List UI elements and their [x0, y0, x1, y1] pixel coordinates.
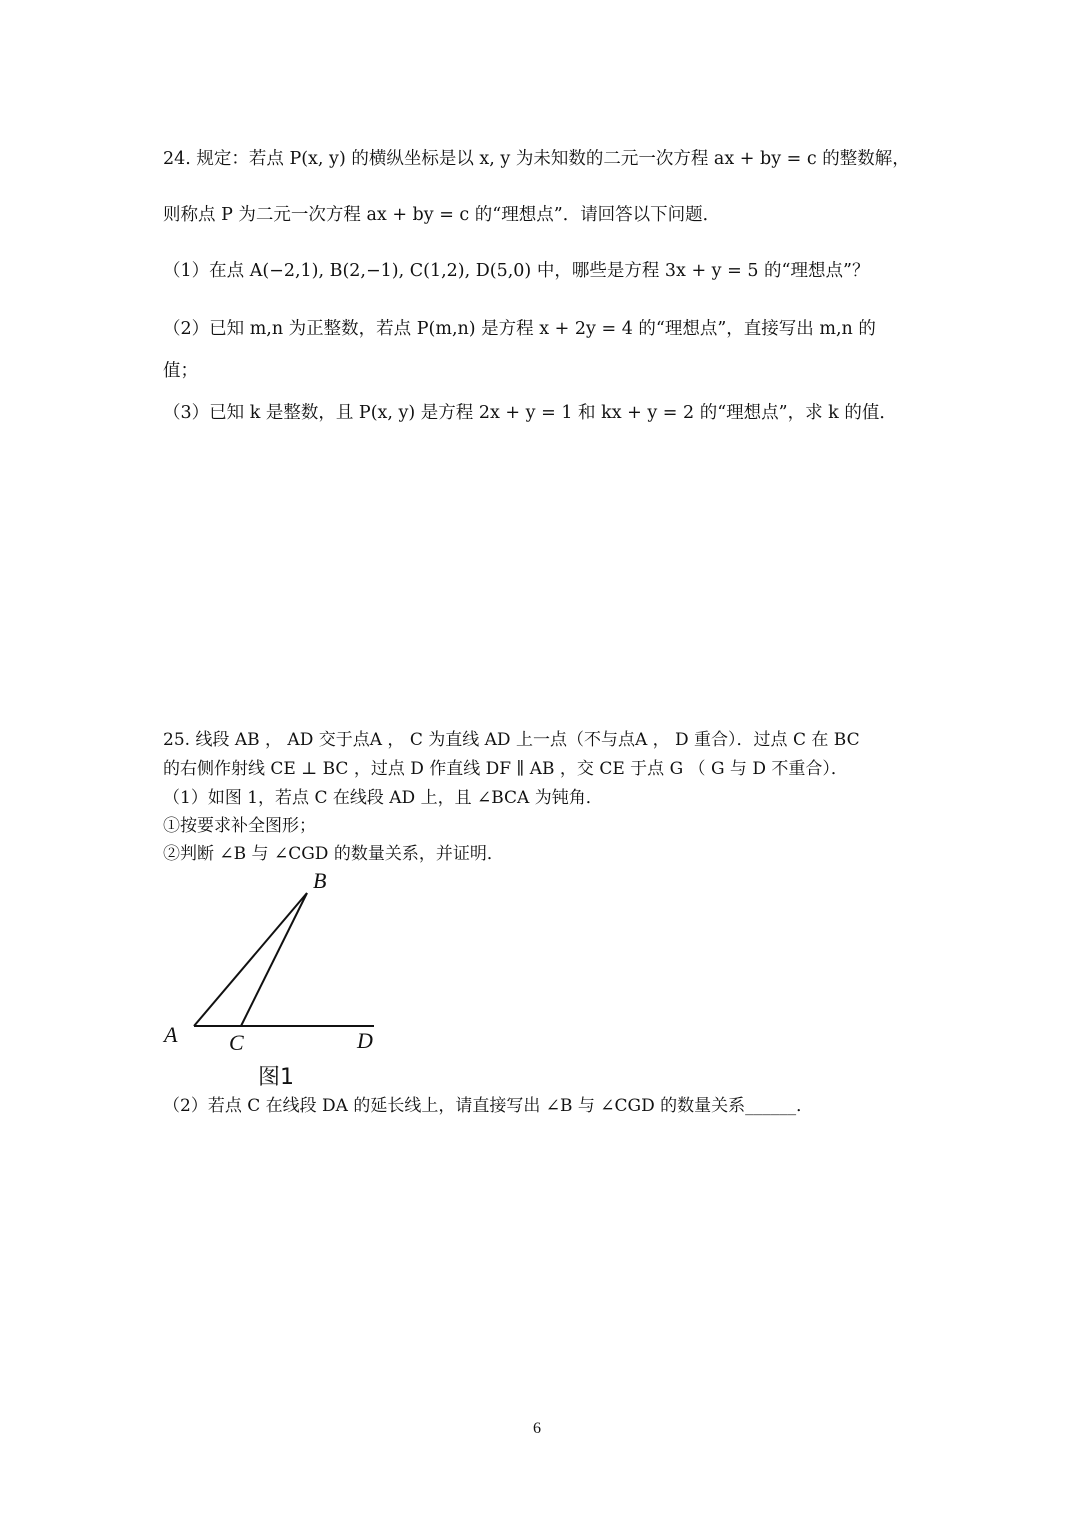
q25-line-1: 25. 线段 AB ， AD 交于点A ， C 为直线 AD 上一点（不与点A ， D 重合）．过点 C 在 BC [163, 730, 860, 750]
page-number: 6 [533, 1420, 541, 1437]
q25-line-2: 的右侧作射线 CE ⊥ BC ，过点 D 作直线 DF ∥ AB ，交 CE 于点 G （ G 与 D 不重合）． [163, 759, 848, 779]
q24-line-2: 则称点 P 为二元一次方程 ax + by = c 的“理想点”．请回答以下问题． [163, 205, 721, 225]
figure-label-c: C [229, 1030, 244, 1055]
q24-part-2: （2）已知 m,n 为正整数，若点 P(m,n) 是方程 x + 2y = 4 的“理想点”，直接写出 m,n 的 [163, 319, 876, 339]
figure-label-b: B [313, 868, 327, 893]
q25-sub-1: ①按要求补全图形； [163, 816, 316, 836]
figure-caption: 图1 [258, 1065, 294, 1090]
figure-label-d: D [357, 1028, 373, 1053]
q24-part-3: （3）已知 k 是整数，且 P(x, y) 是方程 2x + y = 1 和 kx + y = 2 的“理想点”，求 k 的值． [163, 403, 897, 423]
q25-part-2: （2）若点 C 在线段 DA 的延长线上，请直接写出 ∠B 与 ∠CGD 的数量关系______． [163, 1096, 814, 1116]
q24-part-1: （1）在点 A(−2,1), B(2,−1), C(1,2), D(5,0) 中，哪些是方程 3x + y = 5 的“理想点”？ [163, 261, 870, 281]
q25-sub-2: ②判断 ∠B 与 ∠CGD 的数量关系，并证明． [163, 844, 504, 864]
q25-part-1: （1）如图 1，若点 C 在线段 AD 上，且 ∠BCA 为钝角． [163, 788, 603, 808]
q24-line-1: 24. 规定：若点 P(x, y) 的横纵坐标是以 x, y 为未知数的二元一次方程 ax + by = c 的整数解， [163, 149, 910, 169]
q24-part-2-continued: 值； [163, 361, 198, 381]
figure-label-a: A [164, 1022, 178, 1047]
